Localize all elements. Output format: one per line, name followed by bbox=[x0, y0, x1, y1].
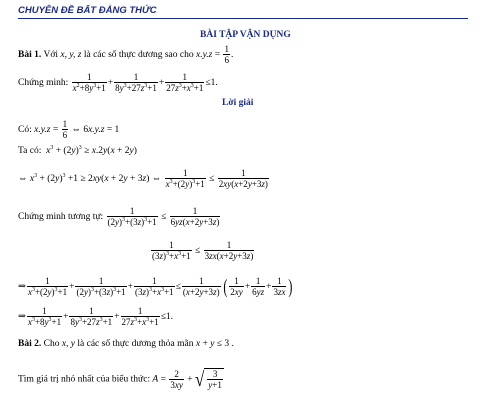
co-line bbox=[18, 119, 119, 141]
section-title: BÀI TẬP VẬN DỤNG bbox=[200, 30, 291, 40]
bai1-statement bbox=[18, 44, 233, 66]
bai1-label: Bài 1. bbox=[18, 50, 42, 61]
solution-title: Lời giải bbox=[222, 98, 254, 108]
prove-line bbox=[18, 72, 218, 94]
step1-line: ⇔ $x^3 + (2y)^3 +1 \ge 2xy(x + 2y + 3z)$ ⇔ $\frac{1}{x^3+(2y)^3+1}$ ≤ $\frac{1}{2xy(x+2y+3z)}$ bbox=[18, 168, 268, 190]
bai2-statement bbox=[18, 340, 234, 350]
taco-label: Ta có: bbox=[18, 146, 42, 156]
co-label: Có: bbox=[18, 125, 32, 136]
step3-line: ⇒ $\frac{1}{x^3+8y^3+1}$ + $\frac{1}{8y^3+27z^3+1}$ + $\frac{1}{27z^3+x^3+1}$ ≤1. bbox=[18, 306, 174, 328]
prove-label: Chứng minh: bbox=[18, 78, 69, 89]
bai1-text: Với x, y, z là các số thực dương sao cho x.y.z = $\frac{1}{6}$ . bbox=[43, 44, 234, 66]
similar-ineq-1: $\frac{1}{(2y)^3+(3z)^3+1}$ ≤ $\frac{1}{6yz(x+2y+3z)}$ bbox=[107, 206, 220, 228]
prove-inequality: $\frac{1}{x^2+8y^3+1}$ + $\frac{1}{8y^3+27z^3+1}$ + $\frac{1}{27z^3+x^3+1}$ ≤1. bbox=[72, 72, 218, 94]
bai2-label: Bài 2. bbox=[18, 339, 42, 349]
header-divider bbox=[18, 18, 468, 19]
bai2-text: Cho x, y là các số thực dương thỏa mãn x + y ≤ 3 . bbox=[43, 339, 234, 349]
step2-line: ⇒ $\frac{1}{x^3+(2y)^3+1}$ + $\frac{1}{(2y)^3+(3z)^3+1}$ + $\frac{1}{(3z)^3+x^3+1}$ ≤ $\frac{1}{(x+2y+3z)}$ ( $\frac{1}{2xy}$ + $\frac{1}{6yz}$ + $\frac{1}{3zx}$ ) bbox=[18, 275, 293, 298]
taco-line bbox=[18, 147, 137, 157]
co-expression: x.y.z = $\frac{1}{6}$ ⇔ 6x.y.z = 1 bbox=[34, 119, 120, 141]
taco-expression: $x^3 + (2y)^3 \ge x.2y(x + 2y)$ bbox=[46, 145, 137, 156]
similar-label: Chứng minh tương tự: bbox=[18, 212, 104, 223]
document-header: CHUYÊN ĐỀ BẤT ĐẲNG THỨC bbox=[18, 5, 157, 16]
bai2-find: Tìm giá trị nhỏ nhất của biểu thức: A = $\frac{2}{3xy}$ + √ $\frac{3}{y+1}$ bbox=[18, 367, 222, 391]
similar-line-1 bbox=[18, 206, 221, 228]
similar-ineq-2: $\frac{1}{(3z)^3+x^3+1}$ ≤ $\frac{1}{3zx(x+2y+3z)}$ bbox=[152, 240, 254, 262]
